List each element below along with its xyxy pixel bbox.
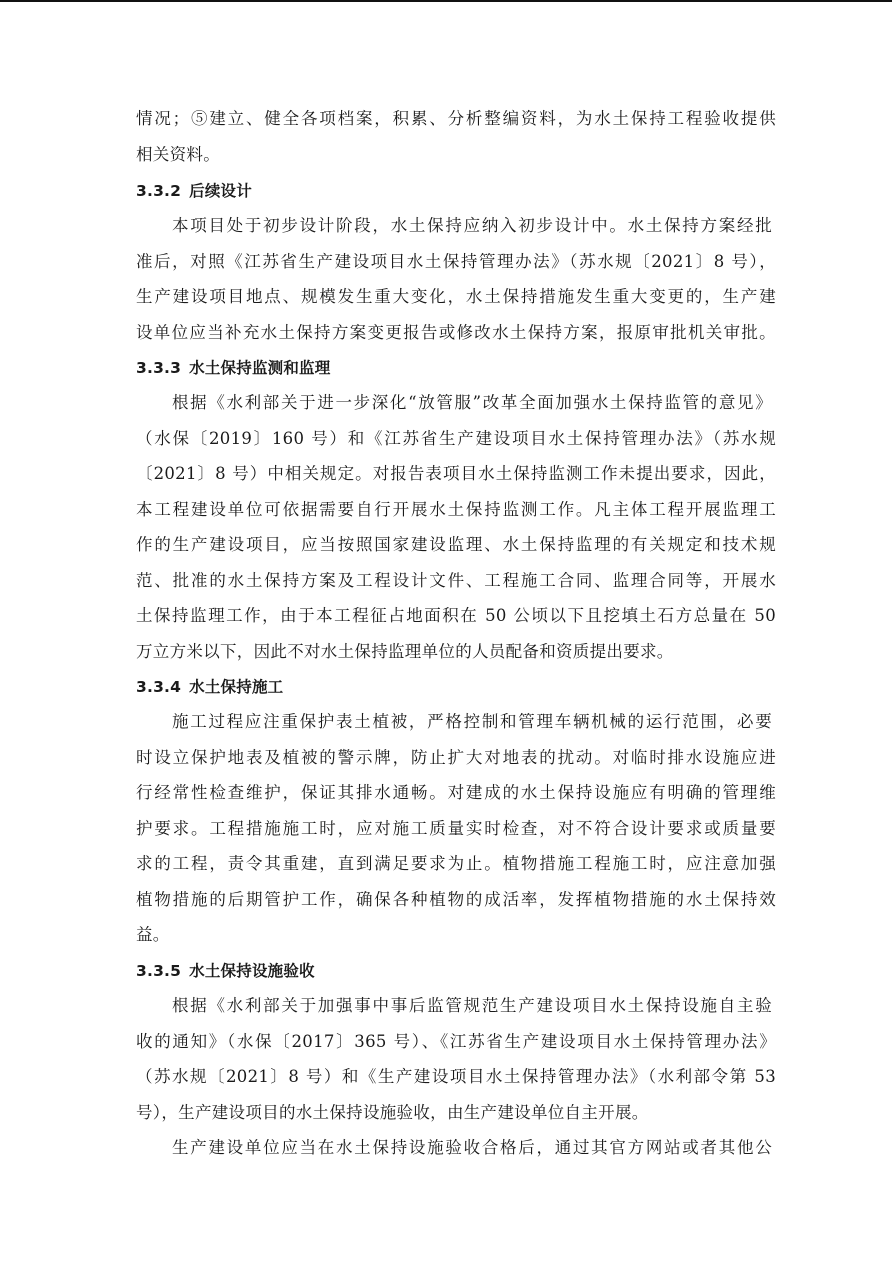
body-text-line: 根据《水利部关于进一步深化“放管服”改革全面加强水土保持监管的意见》	[172, 393, 772, 412]
body-text-line: 号），生产建设项目的水土保持设施验收，由生产建设单位自主开展。	[136, 1103, 649, 1122]
body-text-line: 情况；⑤建立、健全各项档案，积累、分析整编资料，为水土保持工程验收提供	[136, 109, 776, 128]
body-text-line: 土保持监理工作，由于本工程征占地面积在 50 公顷以下且挖填土石方总量在 50	[136, 606, 776, 625]
body-text-line: 本项目处于初步设计阶段，水土保持应纳入初步设计中。水土保持方案经批	[172, 216, 772, 235]
body-text-line: 收的通知》（水保〔2017〕365 号）、《江苏省生产建设项目水土保持管理办法》	[136, 1032, 776, 1051]
body-text-line: 时设立保护地表及植被的警示牌，防止扩大对地表的扰动。对临时排水设施应进	[136, 748, 776, 767]
section-heading-3-3-4	[136, 676, 776, 698]
body-text-line: 准后，对照《江苏省生产建设项目水土保持管理办法》（苏水规〔2021〕8 号），	[136, 252, 776, 271]
section-heading-3-3-5	[136, 960, 776, 982]
body-text-line: 根据《水利部关于加强事中事后监管规范生产建设项目水土保持设施自主验	[172, 996, 772, 1015]
section-heading-3-3-3	[136, 357, 776, 379]
section-title: 水土保持施工	[189, 678, 284, 696]
body-text-line: （苏水规〔2021〕8 号）和《生产建设项目水土保持管理办法》（水利部令第 53	[136, 1067, 776, 1086]
body-text-line: 施工过程应注重保护表土植被，严格控制和管理车辆机械的运行范围，必要	[172, 712, 772, 731]
body-text-line: 范、批准的水土保持方案及工程设计文件、工程施工合同、监理合同等，开展水	[136, 571, 776, 590]
section-number: 3.3.4	[136, 678, 182, 696]
body-text-line: 万立方米以下，因此不对水土保持监理单位的人员配备和资质提出要求。	[136, 642, 674, 661]
section-title: 水土保持设施验收	[189, 962, 315, 980]
body-text-line: 设单位应当补充水土保持方案变更报告或修改水土保持方案，报原审批机关审批。	[136, 323, 776, 342]
section-title: 后续设计	[189, 182, 252, 200]
body-text-line: 作的生产建设项目，应当按照国家建设监理、水土保持监理的有关规定和技术规	[136, 535, 776, 554]
section-number: 3.3.5	[136, 962, 182, 980]
section-number: 3.3.3	[136, 359, 182, 377]
body-text-line: 行经常性检查维护，保证其排水通畅。对建成的水土保持设施应有明确的管理维	[136, 783, 776, 802]
body-text-line: 相关资料。	[136, 145, 220, 164]
body-text-line: 生产建设单位应当在水土保持设施验收合格后，通过其官方网站或者其他公	[172, 1138, 772, 1157]
section-title: 水土保持监测和监理	[189, 359, 331, 377]
section-number: 3.3.2	[136, 182, 182, 200]
section-heading-3-3-2	[136, 180, 776, 202]
body-text-line: 益。	[136, 925, 170, 944]
body-text-line: 本工程建设单位可依据需要自行开展水土保持监测工作。凡主体工程开展监理工	[136, 500, 776, 519]
body-text-line: 护要求。工程措施施工时，应对施工质量实时检查，对不符合设计要求或质量要	[136, 819, 776, 838]
body-text-line: 生产建设项目地点、规模发生重大变化，水土保持措施发生重大变更的，生产建	[136, 287, 776, 306]
body-text-line: 求的工程，责令其重建，直到满足要求为止。植物措施工程施工时，应注意加强	[136, 854, 776, 873]
body-text-line: 〔2021〕8 号）中相关规定。对报告表项目水土保持监测工作未提出要求，因此，	[136, 464, 776, 483]
body-text-line: （水保〔2019〕160 号）和《江苏省生产建设项目水土保持管理办法》（苏水规	[136, 429, 776, 448]
body-text-line: 植物措施的后期管护工作，确保各种植物的成活率，发挥植物措施的水土保持效	[136, 890, 776, 909]
